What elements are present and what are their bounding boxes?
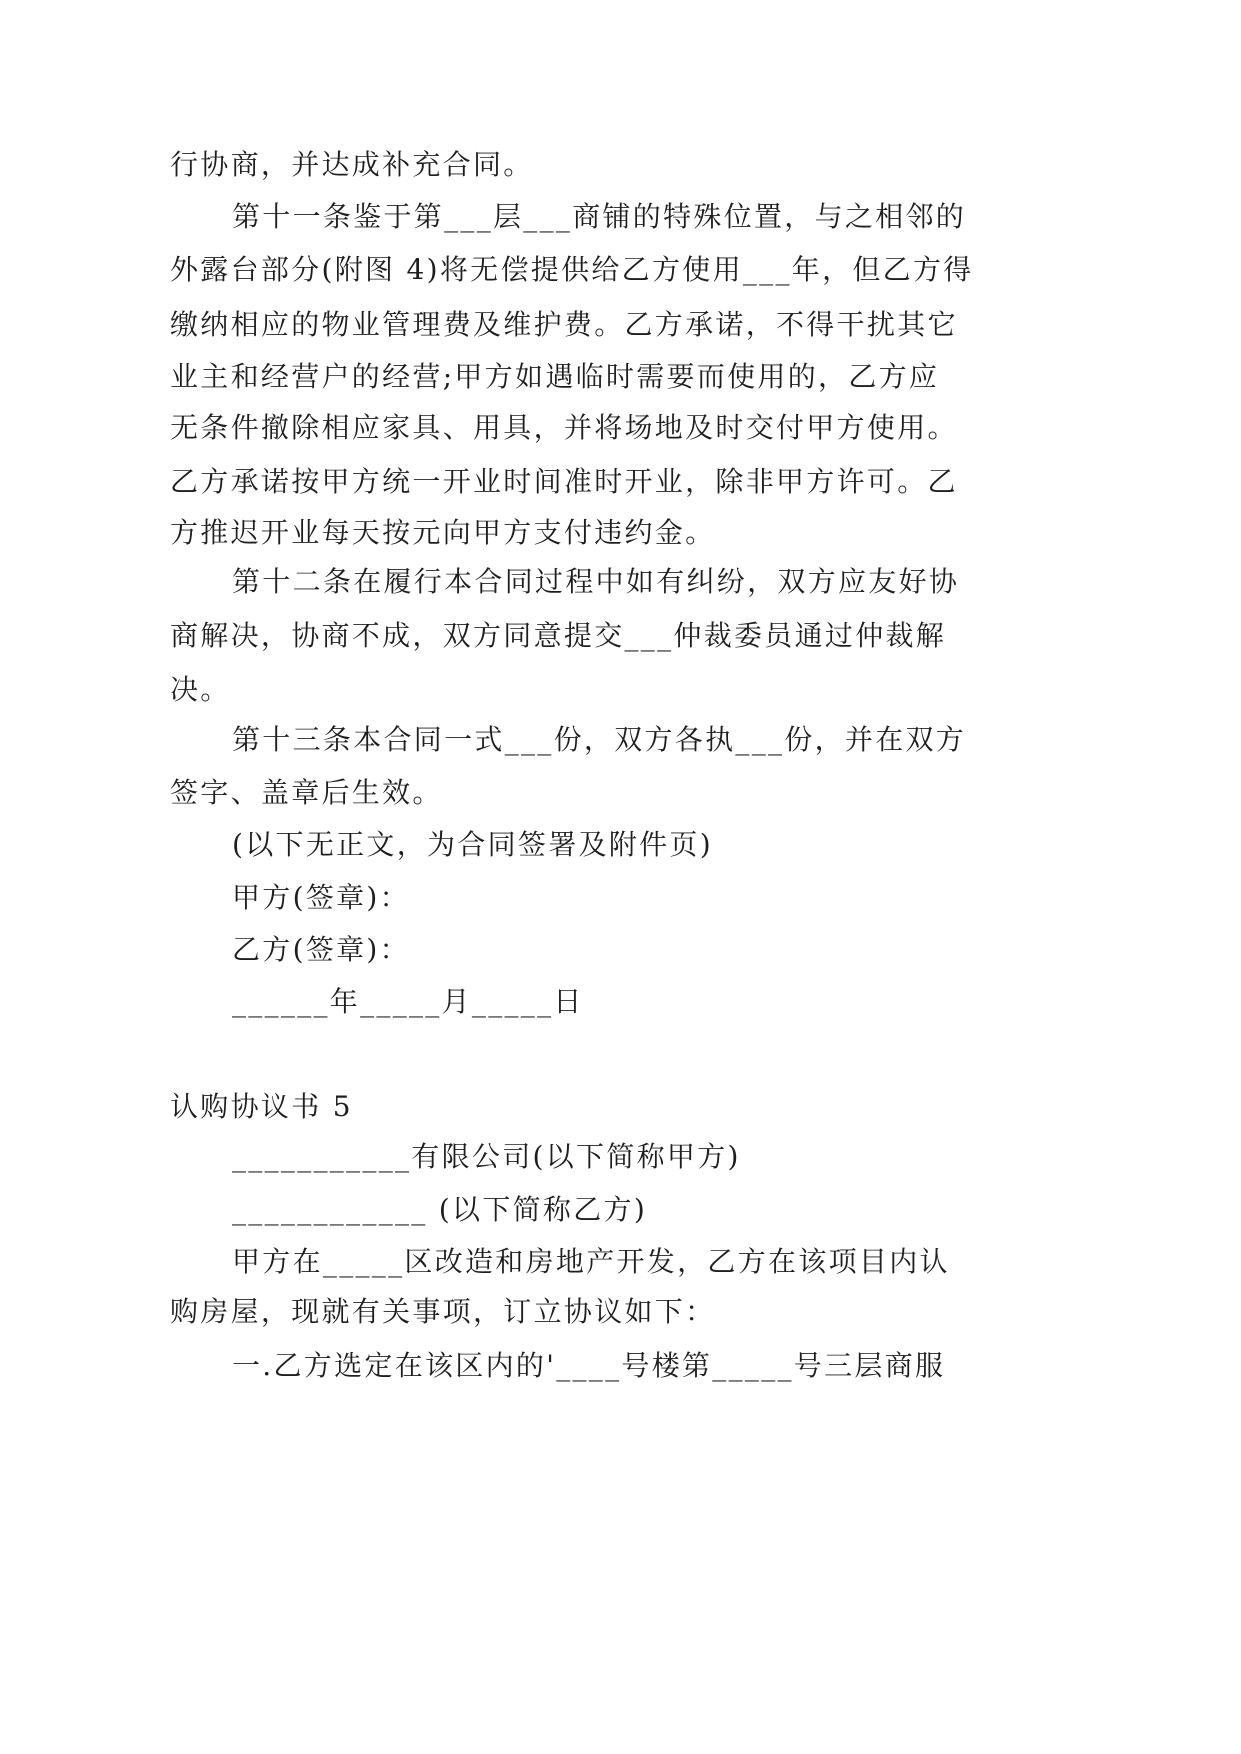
no-text-note: (以下无正文，为合同签署及附件页) xyxy=(232,828,713,861)
party-b-signature-line: 乙方(签章)： xyxy=(232,933,410,966)
text-line: 商解决，协商不成，双方同意提交___仲裁委员通过仲裁解 xyxy=(170,619,947,652)
text-line: 方推迟开业每天按元向甲方支付违约金。 xyxy=(170,516,716,549)
text-line: 决。 xyxy=(170,673,231,706)
text-line: 无条件撤除相应家具、用具，并将场地及时交付甲方使用。 xyxy=(170,411,958,444)
text-line: 行协商，并达成补充合同。 xyxy=(170,148,534,181)
party-a-signature-line: 甲方(签章)： xyxy=(232,881,410,914)
text-line: 一.乙方选定在该区内的'____号楼第_____号三层商服 xyxy=(232,1349,946,1382)
text-line: 甲方在_____区改造和房地产开发，乙方在该项目内认 xyxy=(232,1245,950,1278)
clause-11-line: 第十一条鉴于第___层___商铺的特殊位置，与之相邻的 xyxy=(232,200,967,233)
date-line: ______年_____月_____日 xyxy=(232,985,584,1018)
clause-13-line: 第十三条本合同一式___份，双方各执___份，并在双方 xyxy=(232,723,967,756)
text-line: 缴纳相应的物业管理费及维护费。乙方承诺，不得干扰其它 xyxy=(170,308,958,341)
section-title: 认购协议书 5 xyxy=(170,1090,353,1123)
text-line: 业主和经营户的经营;甲方如遇临时需要而使用的，乙方应 xyxy=(170,360,940,393)
clause-12-line: 第十二条在履行本合同过程中如有纠纷，双方应友好协 xyxy=(232,565,960,598)
party-b-line: ____________ (以下简称乙方) xyxy=(232,1193,648,1226)
text-line: 签字、盖章后生效。 xyxy=(170,776,443,809)
text-line: 乙方承诺按甲方统一开业时间准时开业，除非甲方许可。乙 xyxy=(170,465,958,498)
text-line: 购房屋，现就有关事项，订立协议如下： xyxy=(170,1295,716,1328)
party-a-line: ___________有限公司(以下简称甲方) xyxy=(232,1140,741,1173)
text-line: 外露台部分(附图 4)将无偿提供给乙方使用___年，但乙方得 xyxy=(170,253,974,286)
